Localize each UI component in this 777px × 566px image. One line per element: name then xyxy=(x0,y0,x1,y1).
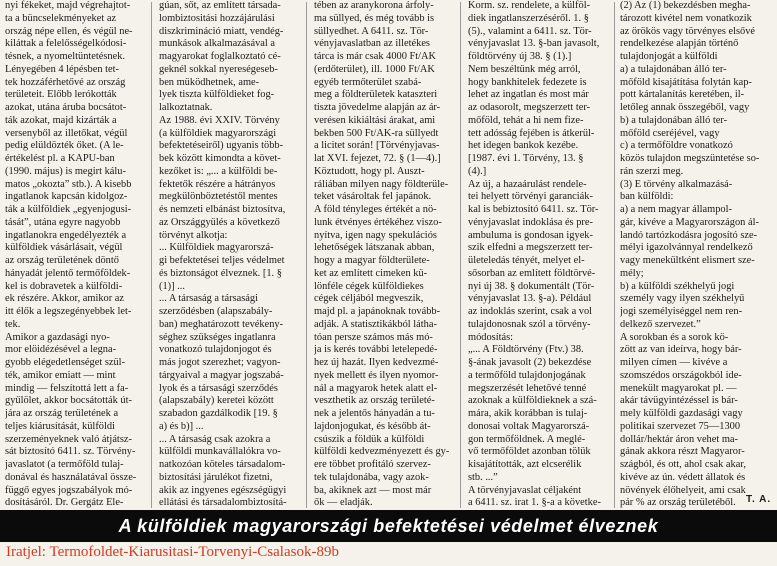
column-divider xyxy=(460,2,461,508)
article-title-banner xyxy=(0,510,777,542)
article-column-1 xyxy=(5,0,144,508)
article-column-4 xyxy=(468,0,607,508)
column-2-text: gúan, sőt, az említett társada- lombiztositási hozzájárulási diszkrimináció miatt, vendég- munkások alkalmazásával a magyarokat foglalkoztató cé- geknél sokkal nyereségeseb- ben müködhetnek, ame- lyek tiszta külföldieket fog- lalkoztatnak. Az 1988. évi XXIV. Törvény (a külföldiek magyarországi befektetéseiről) ugyanis több- bek között kimondta a követ- kezőket is: „... a külföldi be- fektetők részére a hátrányos megkülönböztetéstől mentes és nemzeti elbánást biztosítva, az Országgyülés a következő törvényt alkotja: ... Külföldiek magyarorszá- gi befektetései teljes védelmet és biztonságot élveznek. [1. § (1)] ... ... A társaság a társasági szerződésben (alapszabály- ban) meghatározott tevékeny- séghez szükséges ingatlanra vonatkozó tulajdonjogot és más jogot szerezhet; vagyon- tárgyaival a magyar jogszabá- lyok és a társasági szerződés (alapszabály) keretei között szabadon gazdálkodik [19. § a) és b)] ... ... A társaság csak azokra a külföldi munkavállalókra vo- natkozóan köteles társadalom- biztosítási járulékot fizetni, akik az ingyenes egészségügyi ellátási és társadalombiztosítá- xyxy=(159,0,287,508)
article-column-5 xyxy=(620,0,772,508)
column-divider xyxy=(306,2,307,508)
column-1-text: nyi fékeket, majd végrehajtot- ta a büncselekményeket az ország népe ellen, és végül ne- kiláttak a felelősségelkódosi- tésnek, a nyomeltüntetésnek. Lényegében 4 lépésben tet- tek hozzáférhetővé az ország területeit. Előbb lerókották azokat, utána áruba bocsátot- ták azokat, majd kizárták a versenyből az illetőkat, végül pedig elüldözték őket. (A le- értékelést pl. a KAPU-ban (1990. május) is megirt kálu- matos „okozta” stb.). A kisebb ingatlanok kapcsán kidolgoz- ták a külföldiek „egyenjogusi- tását”, utána egyre nagyobb ingatlanokra engedélyezték a külföldiek vásárlásait, végül az ország területének döntő hányadát jelentő termőföldek- kel is dobravetek a külföldi- ek részére. Akkor, amikor az itt élők a legszegényebbek let- tek. Amikor a gazdasági nyo- mor elöidézésével a legna- gyobb elégedetlenséget szül- ték, amikor emiatt — mint mindig — felszítottá lett a fa- gyűlölet, akkor bocsátották út- jára az ország területének a teljes kiárusítását, külföldi szerzeményeknek való átjátsz- sát biztosító 6411. sz. Törvény- javaslatot (a termőföld tulaj- donával és használatával össze- függő egyes jogszabályok mó- dosításáról. Dr. Gergátz Ele- xyxy=(5,0,137,508)
column-5-text: (2) Az (1) bekezdésben megha- tározott kivétel nem vonatkozik az örökös vagy törvényes elsővé rendelkezése alapján történő tulajdonjogát a külföldi a) a tulajdonában álló ter- mőföld kisajátítása folytán kap- pott kártalanítás keretében, il- letőleg annak összegéből, vagy b) a tulajdonában álló ter- mőföld cseréjével, vagy c) a termőföldre vonatkozó közös tulajdon megszüntetése so- rán szerzi meg. (3) E törvény alkalmazásá- ban külföldi: a) a nem magyar állampol- gár, kivéve a Magyarországon ál- landó tartózkodásra jogosító sze- mélyi igazolvánnyal rendelkező vagy menekültként elismert sze- mély; b) a külföldi székhelyű jogi személy vagy ilyen székhelyű jogi személyiséggel nem ren- delkező szervezet.” A sorokban és a sorok kö- zött az van ideírva, hogy bár- milyen címen — kivéve a szomszédos országokból ide- menekült magyarokat pl. — akár távügyintézéssel is bár- mely külföldi gazdasági vagy politikai szervezet 75—1300 dollár/hektár áron vehet ma- gának akkora részt Magyaror- szágból, és ott, ahol csak akar, kivéve az ún. védett állatok és növények élőhelyeit, ami csak pár % az ország területéből. xyxy=(620,0,760,508)
author-signature: T. A. xyxy=(746,494,772,505)
column-divider xyxy=(151,2,152,508)
article-title: A külföldiek magyarországi befektetései védelmet élveznek xyxy=(118,515,659,536)
article-column-3 xyxy=(314,0,453,508)
column-divider xyxy=(614,2,615,508)
article-column-2 xyxy=(159,0,298,508)
document-reference-caption: Iratjel: Termofoldet-Kiarusitasi-Torvenyi-Csalasok-89b xyxy=(6,544,339,560)
column-4-text: Korm. sz. rendelete, a külföl- diek ingatlanszerzéséről. 1. § (5)., valamint a 6411. sz. Tör- vényjavaslat 13. §-ban javasolt, földtörvény új 38. § (1).] Nem beszéltünk még arról, hogy bankhitelek fedezete is lehet az ingatlan és most már az odasorolt, megszerzett ter- mőföld, tehát a hi nem fize- tett adósság fejében is átkerül- het idegen bankok kezébe. [1987. évi 1. Törvény, 13. § (4).] Az új, a hazaárulást rendele- tei helyett törvényi garanciák- kal is bebiztosító 6411. sz. Tör- vényjavaslat indoklása és pre- ambuluma is gondosan igyek- szik elfedni a megszerzett ter- ületeledás tényét, melyet el- sősorban az említett földtörvé- nyi új 38. § dokumentált (Tör- vényjavaslat 13. §-a). Például az indoklás szerint, csak a vol tulajdonosnak szól a törvény- módosítás: „... A Földtörvény (Ftv.) 38. §-ának javasolt (2) bekezdése a termőföld tulajdonjogának megszerzését lehetővé tenné azoknak a külföldieknek a szá- mára, akik korábban is tulaj- donosai voltak Magyarorszá- gon termőföldnek. A meglé- vő termőföldet azonban tölük kisajátították, azt elcserélik stb. ...” A törvényjavaslat céljaként a 6411. sz. irat 1. §-a a követke- xyxy=(468,0,601,508)
column-3-text: tében az aranykorona árfoly- ma süllyed, és még tovább is süllyedhet. A 6411. sz. Tör- vényjavaslatban az illetékes tárca is már csak 4000 Ft/AK (erdőterület), ill. 1000 Ft/AK egyéb termőterület szabá- meg a földterületek kataszteri tiszta jövedelme alapján az ár- verésen kikiáltási árakat, ami bekben 500 Ft/AK-ra süllyedt a licitet során! [Törvényjavas- lat XVI. fejezet, 72. § (1—4).] Köztudott, hogy pl. Auszt- ráliában milyen nagy földterüle- teket vásároltak fel japánok. A föld tényleges értékét a nö- lunk étvényes értékéhez viszo- nyítva, igen nagy spekulációs lehetőségek látszanak abban, hogy a magyar földterülete- ket az említett cimeken kü- lönféle cégek külföldiekes cégek céljából megveszik, majd pl. a japánoknak tovább- adják. A statisztikákból látha- tóan persze számos más mó- ja is kerés további letelepedé- hez új hazát. Ilyen kedvezmé- nyek mellett és ilyen nyomor- nál a magyarok hetek alatt el- veszthetik az ország területé- nek a jelentős hányadán a tu- lajdonjogukat, és később át- csúszik a földük a külföldi külföldi kedvezményezett és gy- ere többet profitáló szervez- tek tulajdonába, vagy azok- ba, akiknek azt — most már ők — eladják. xyxy=(314,0,450,508)
